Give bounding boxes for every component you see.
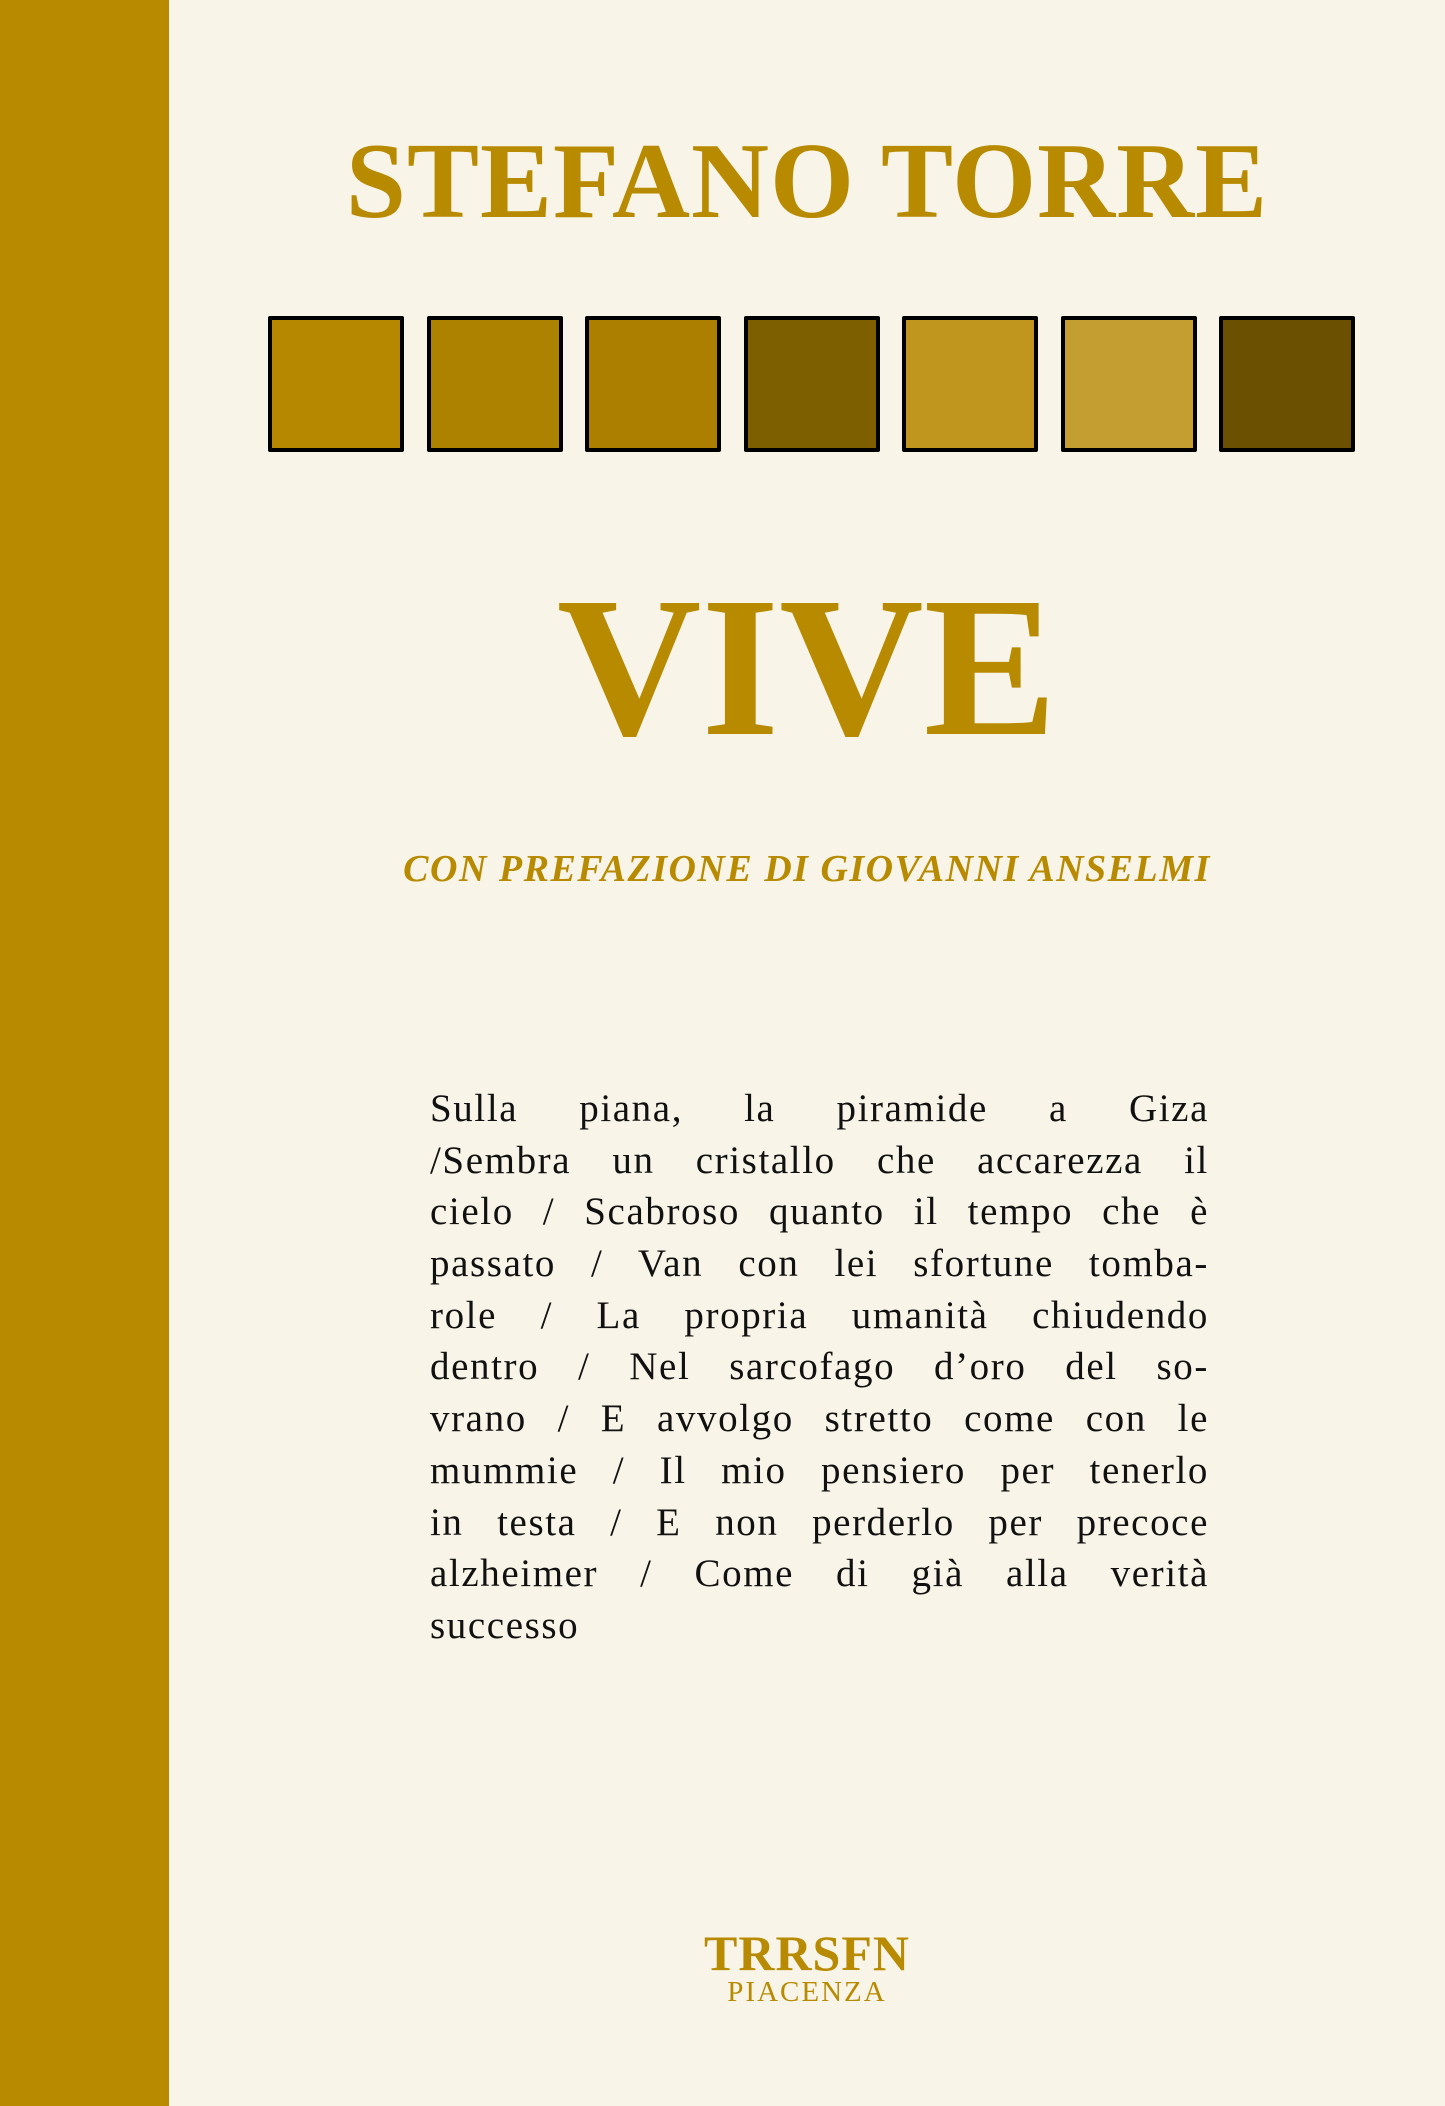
- subtitle: CON PREFAZIONE DI GIOVANNI ANSELMI: [403, 848, 1211, 890]
- poem-line: dentro / Nel sarcofago d’oro del so-: [430, 1345, 1209, 1389]
- poem-line: alzheimer / Come di già alla verità: [430, 1552, 1209, 1596]
- poem-line: cielo / Scabroso quanto il tempo che è: [430, 1190, 1209, 1234]
- publisher-logo: [169, 1925, 1445, 2008]
- poem-line: in testa / E non perderlo per precoce: [430, 1500, 1209, 1544]
- poem-line: vrano / E avvolgo stretto come con le: [430, 1397, 1209, 1441]
- poem-line: mummie / Il mio pensiero per tenerlo: [430, 1448, 1209, 1492]
- poem-line: /Sembra un cristallo che accarezza il: [430, 1138, 1209, 1182]
- color-square: [427, 316, 563, 452]
- spine-bar: [0, 0, 169, 2106]
- poem-excerpt: [430, 1083, 1209, 1652]
- poem-line: role / La propria umanità chiudendo: [430, 1293, 1209, 1337]
- color-square: [1061, 316, 1197, 452]
- author-name: STEFANO TORRE: [345, 122, 1269, 241]
- publisher-city: PIACENZA: [727, 1976, 887, 2008]
- color-square: [585, 316, 721, 452]
- book-title: VIVE: [556, 557, 1058, 778]
- poem-line: passato / Van con lei sfortune tomba-: [430, 1242, 1209, 1286]
- poem-line: Sulla piana, la piramide a Giza: [430, 1087, 1209, 1130]
- publisher-name: TRRSFN: [703, 1925, 911, 1981]
- color-square: [1219, 316, 1355, 452]
- color-square: [744, 316, 880, 452]
- color-square: [902, 316, 1038, 452]
- color-squares: [268, 316, 1355, 451]
- color-square: [268, 316, 404, 452]
- poem-line: successo: [430, 1603, 580, 1647]
